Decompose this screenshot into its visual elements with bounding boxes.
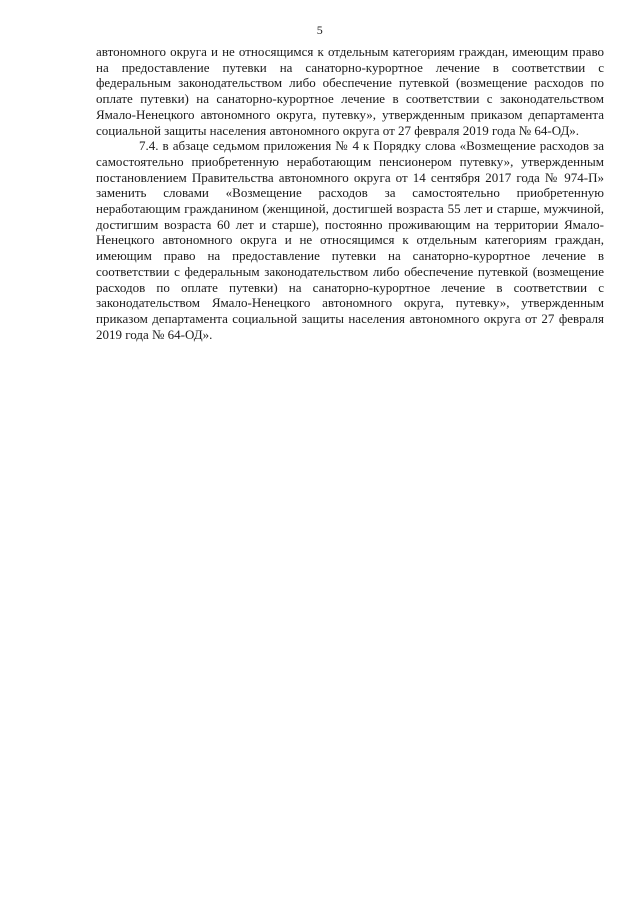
paragraph-continuation: автономного округа и не относящимся к отдельным категориям граждан, имеющим право на предоставление путевки на санаторно-курортное лечение в соответствии с федеральным законодательством либо обеспечение путевкой (возмещение расходов по оплате путевки) на санаторно-курортное лечение в соответствии с законодательством Ямало-Ненецкого автономного округа, путевку», утвержденным приказом департамента социальной защиты населения автономного округа от 27 февраля 2019 года № 64-ОД». [96,44,604,138]
page-number: 5 [316,23,324,37]
paragraph-7-4: 7.4. в абзаце седьмом приложения № 4 к Порядку слова «Возмещение расходов за самостоятельно приобретенную неработающим пенсионером путевку», утвержденным постановлением Правительства автономного округа от 14 сентября 2017 года № 974-П» заменить словами «Возмещение расходов за самостоятельно приобретенную неработающим гражданином (женщиной, достигшей возраста 55 лет и старше, мужчиной, достигшим возраста 60 лет и старше), постоянно проживающим на территории Ямало-Ненецкого автономного округа и не относящимся к отдельным категориям граждан, имеющим право на предоставление путевки на санаторно-курортное лечение в соответствии с федеральным законодательством либо обеспечение путевкой (возмещение расходов по оплате путевки) на санаторно-курортное лечение в соответствии с законодательством Ямало-Ненецкого автономного округа, путевку», утвержденным приказом департамента социальной защиты населения автономного округа от 27 февраля 2019 года № 64-ОД». [96,138,604,342]
document-body [96,44,604,342]
